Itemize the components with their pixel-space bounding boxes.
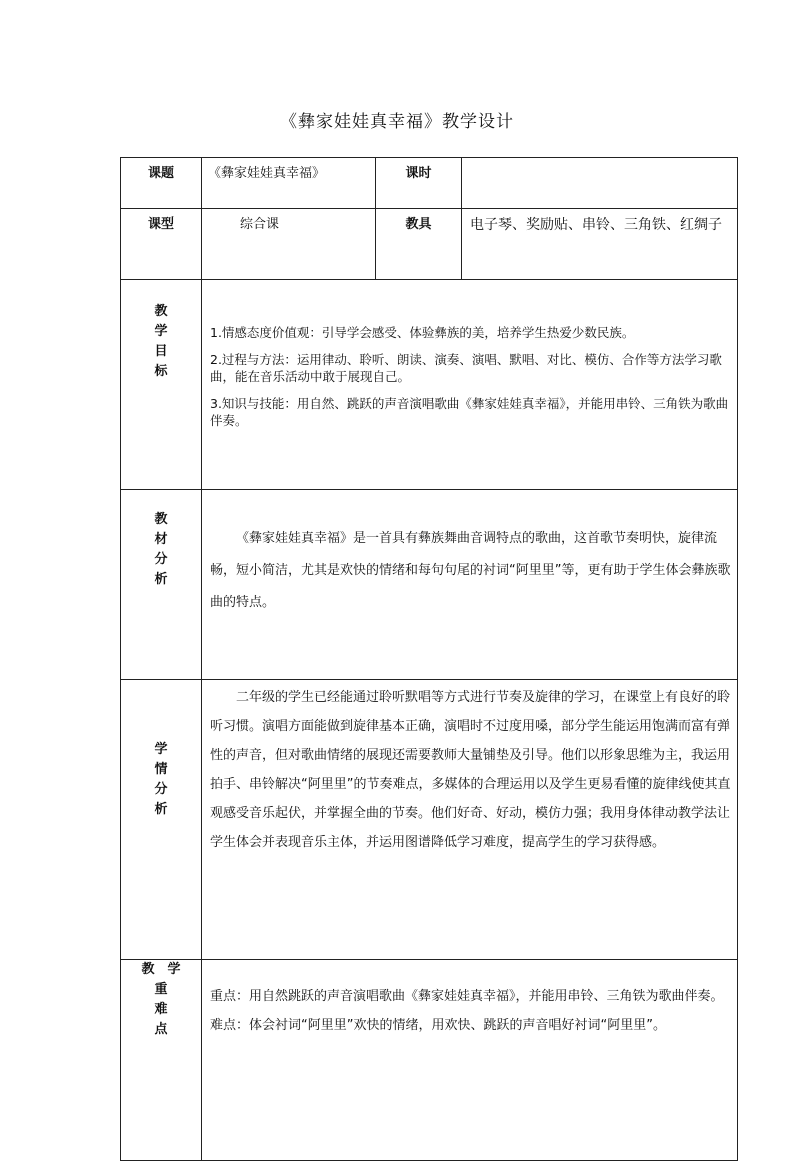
label-keypoints-char: 点 (154, 1022, 168, 1037)
keypoints-content (202, 960, 738, 1161)
students-text: 二年级的学生已经能通过聆听默唱等方式进行节奏及旋律的学习，在课堂上有良好的聆听习惯。演唱方面能做到旋律基本正确，演唱时不过度用嗓，部分学生能运用饱满而富有弹性的声音，但对歌曲情绪的展现还需要教师大量铺垫及引导。他们以形象思维为主，我运用拍手、串铃解决“阿里里”的节奏难点，多媒体的合理运用以及学生更易看懂的旋律线使其直观感受音乐起伏，并掌握全曲的节奏。他们好奇、好动，模仿力强；我用身体律动教学法让学生体会并表现音乐主体，并运用图谱降低学习难度，提高学生的学习获得感。 (210, 690, 731, 850)
goal-item: 2.过程与方法：运用律动、聆听、朗读、演奏、演唱、默唱、对比、模仿、合作等方法学习歌曲，能在音乐活动中敢于展现自己。 (210, 352, 722, 384)
material-content (202, 490, 738, 680)
key-point-text: 重点：用自然跳跃的声音演唱歌曲《彝家娃娃真幸福》，并能用串铃、三角铁为歌曲伴奏。 (210, 989, 724, 1004)
label-material-char: 分 (154, 552, 168, 567)
label-students-char: 学 (154, 742, 168, 757)
label-period: 课时 (376, 158, 462, 209)
label-keypoints-char: 难 (154, 1002, 168, 1017)
label-keypoints-line1: 教 学 (141, 962, 181, 977)
label-keypoints-char: 重 (154, 982, 168, 997)
material-text: 《彝家娃娃真幸福》是一首具有彝族舞曲音调特点的歌曲，这首歌节奏明快，旋律流畅，短小简洁，尤其是欢快的情绪和每句句尾的衬词“阿里里”等，更有助于学生体会彝族歌曲的特点。 (210, 531, 731, 610)
label-topic: 课题 (121, 158, 202, 209)
tools-value: 电子琴、奖励贴、串铃、三角铁、红绸子 (462, 209, 738, 280)
period-value (462, 158, 738, 209)
students-content (202, 680, 738, 960)
row-keypoints (121, 960, 738, 1161)
label-students (121, 680, 202, 960)
type-value: 综合课 (202, 209, 376, 280)
label-goals (121, 280, 202, 490)
label-students-char: 析 (154, 802, 168, 817)
label-material (121, 490, 202, 680)
label-material-char: 材 (154, 532, 168, 547)
row-type (121, 209, 738, 280)
label-type: 课型 (121, 209, 202, 280)
label-goals-char: 目 (154, 344, 168, 359)
row-goals (121, 280, 738, 490)
label-keypoints (121, 960, 202, 1161)
goals-content (202, 280, 738, 490)
row-students (121, 680, 738, 960)
label-students-char: 分 (154, 782, 168, 797)
label-material-char: 析 (154, 572, 168, 587)
row-material (121, 490, 738, 680)
document-title: 《彝家娃娃真幸福》教学设计 (280, 112, 514, 132)
goal-item: 3.知识与技能：用自然、跳跃的声音演唱歌曲《彝家娃娃真幸福》，并能用串铃、三角铁为歌曲伴奏。 (210, 396, 729, 428)
label-material-char: 教 (154, 512, 168, 527)
difficulty-text: 难点：体会衬词“阿里里”欢快的情绪，用欢快、跳跃的声音唱好衬词“阿里里”。 (210, 1018, 666, 1033)
lesson-plan-table (120, 157, 738, 1161)
label-tools: 教具 (376, 209, 462, 280)
label-goals-char: 教 (154, 304, 168, 319)
topic-value: 《彝家娃娃真幸福》 (202, 158, 376, 209)
label-students-char: 情 (154, 762, 168, 777)
row-topic (121, 158, 738, 209)
label-goals-char: 标 (154, 364, 168, 379)
label-goals-char: 学 (154, 324, 168, 339)
goal-item: 1.情感态度价值观：引导学会感受、体验彝族的美，培养学生热爱少数民族。 (210, 325, 635, 340)
